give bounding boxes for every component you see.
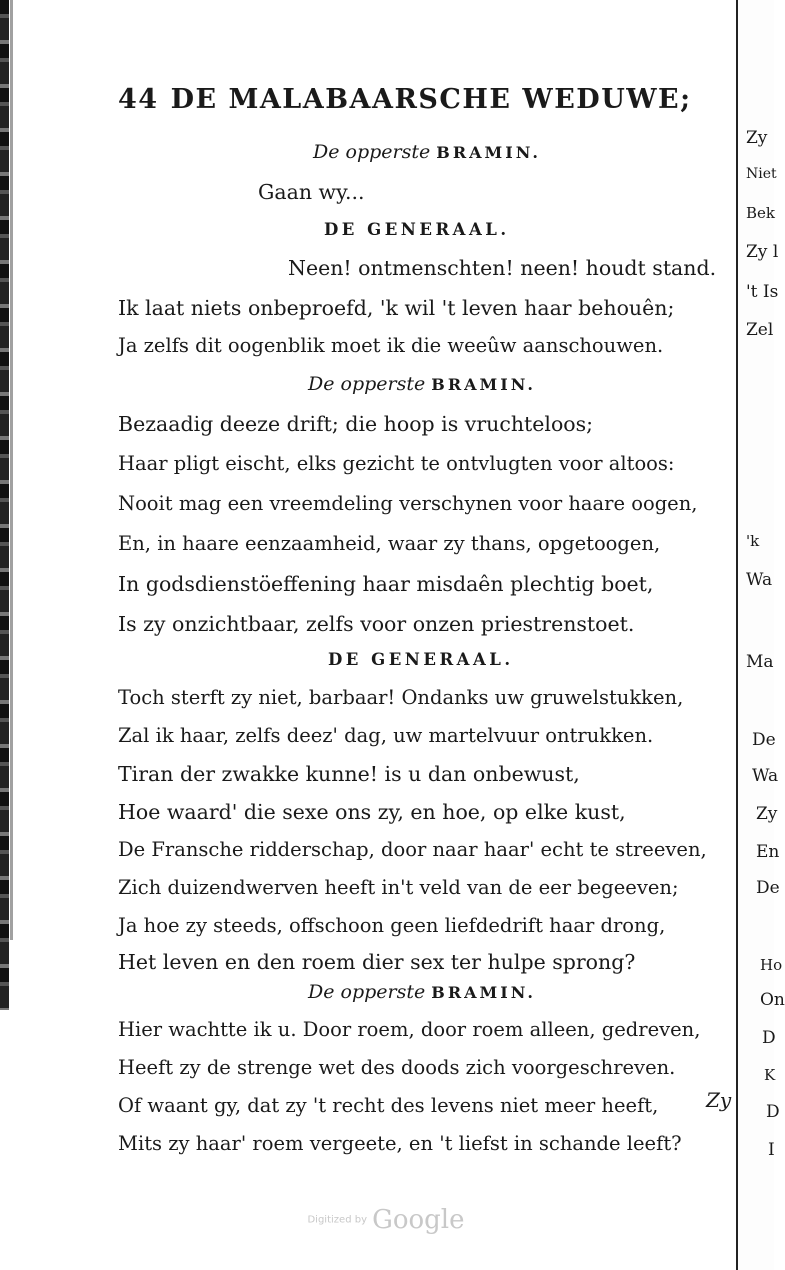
running-header <box>118 84 728 115</box>
facing-page-word: Zy <box>756 804 778 824</box>
catchword: Zy <box>706 1088 732 1112</box>
speaker-name: BRAMIN. <box>431 983 536 1002</box>
verse-line: Ja zelfs dit oogenblik moet ik die weeûw aanschouwen. <box>118 334 664 357</box>
verse-line: Het leven en den roem dier sex ter hulpe sprong? <box>118 950 636 974</box>
verse-line: Tiran der zwakke kunne! is u dan onbewust, <box>118 762 580 786</box>
verse-line: En, in haare eenzaamheid, waar zy thans, opgetoogen, <box>118 532 661 555</box>
digitized-by-label: Digitized by <box>307 1214 367 1226</box>
book-binding-edge <box>0 0 9 1010</box>
verse-line: Toch sterft zy niet, barbaar! Ondanks uw gruwelstukken, <box>118 686 684 709</box>
digitization-watermark <box>0 1205 772 1235</box>
speaker-heading-bramin <box>308 978 536 1007</box>
verse-line: Hier wachtte ik u. Door roem, door roem alleen, gedreven, <box>118 1018 701 1041</box>
verse-line: Neen! ontmenschten! neen! houdt stand. <box>288 256 717 280</box>
speaker-heading-bramin <box>313 138 541 167</box>
facing-page-word: Zy <box>746 128 768 148</box>
facing-page-word: Wa <box>746 570 773 590</box>
page-number: 44 <box>118 84 159 115</box>
verse-line: Ja hoe zy steeds, offschoon geen liefdedrift haar drong, <box>118 914 666 937</box>
verse-line: Haar pligt eischt, elks gezicht te ontvlugten voor altoos: <box>118 452 675 475</box>
facing-page-word: En <box>756 842 780 862</box>
facing-page-word: Ma <box>746 652 774 672</box>
speaker-name: BRAMIN. <box>436 143 541 162</box>
facing-page-word: K <box>764 1066 776 1084</box>
verse-line: Zich duizendwerven heeft in't veld van de eer begeeven; <box>118 876 679 899</box>
verse-line: Heeft zy de strenge wet des doods zich voorgeschreven. <box>118 1056 676 1079</box>
facing-page-word: Zy l <box>746 242 779 262</box>
speaker-heading-generaal: DE GENERAAL. <box>328 650 514 669</box>
facing-page-word: Zel <box>746 320 774 340</box>
verse-line: In godsdienstöeffening haar misdaên plechtig boet, <box>118 572 654 596</box>
facing-page-word: De <box>756 878 780 898</box>
running-title: DE MALABAARSCHE WEDUWE; <box>170 84 692 115</box>
facing-page-word: I <box>768 1140 775 1160</box>
verse-line: Bezaadig deeze drift; die hoop is vruchteloos; <box>118 412 594 436</box>
facing-page-word: 't Is <box>746 282 779 302</box>
verse-line: Of waant gy, dat zy 't recht des levens niet meer heeft, <box>118 1094 659 1117</box>
facing-page-word: On <box>760 990 785 1010</box>
verse-line: Ik laat niets onbeproefd, 'k wil 't leven haar behouên; <box>118 296 675 320</box>
speaker-name: BRAMIN. <box>431 375 536 394</box>
facing-page-word: Ho <box>760 956 783 974</box>
facing-page-word: Bek <box>746 204 775 222</box>
verse-line: Nooit mag een vreemdeling verschynen voor haare oogen, <box>118 492 698 515</box>
facing-page-strip <box>736 0 785 1270</box>
verse-line: Mits zy haar' roem vergeete, en 't liefst in schande leeft? <box>118 1132 682 1155</box>
google-logo: Google <box>372 1205 465 1235</box>
verse-line: Zal ik haar, zelfs deez' dag, uw martelvuur ontrukken. <box>118 724 654 747</box>
verse-line: Hoe waard' die sexe ons zy, en hoe, op elke kust, <box>118 800 626 824</box>
facing-page-word: D <box>766 1102 780 1122</box>
verse-line: De Fransche ridderschap, door naar haar' echt te streeven, <box>118 838 707 861</box>
verse-line: Is zy onzichtbaar, zelfs voor onzen priestrenstoet. <box>118 612 635 636</box>
book-binding-shadow <box>10 0 13 940</box>
speaker-title: De opperste <box>308 981 426 1003</box>
speaker-heading-bramin <box>308 370 536 399</box>
facing-page-word: Wa <box>752 766 779 786</box>
facing-page-word: Niet <box>746 166 777 182</box>
verse-line: Gaan wy... <box>258 180 365 204</box>
speaker-title: De opperste <box>313 141 431 163</box>
speaker-title: De opperste <box>308 373 426 395</box>
facing-page-word: D <box>762 1028 776 1048</box>
facing-page-word: De <box>752 730 776 750</box>
facing-page-word: 'k <box>746 532 760 550</box>
speaker-heading-generaal: DE GENERAAL. <box>324 220 510 239</box>
